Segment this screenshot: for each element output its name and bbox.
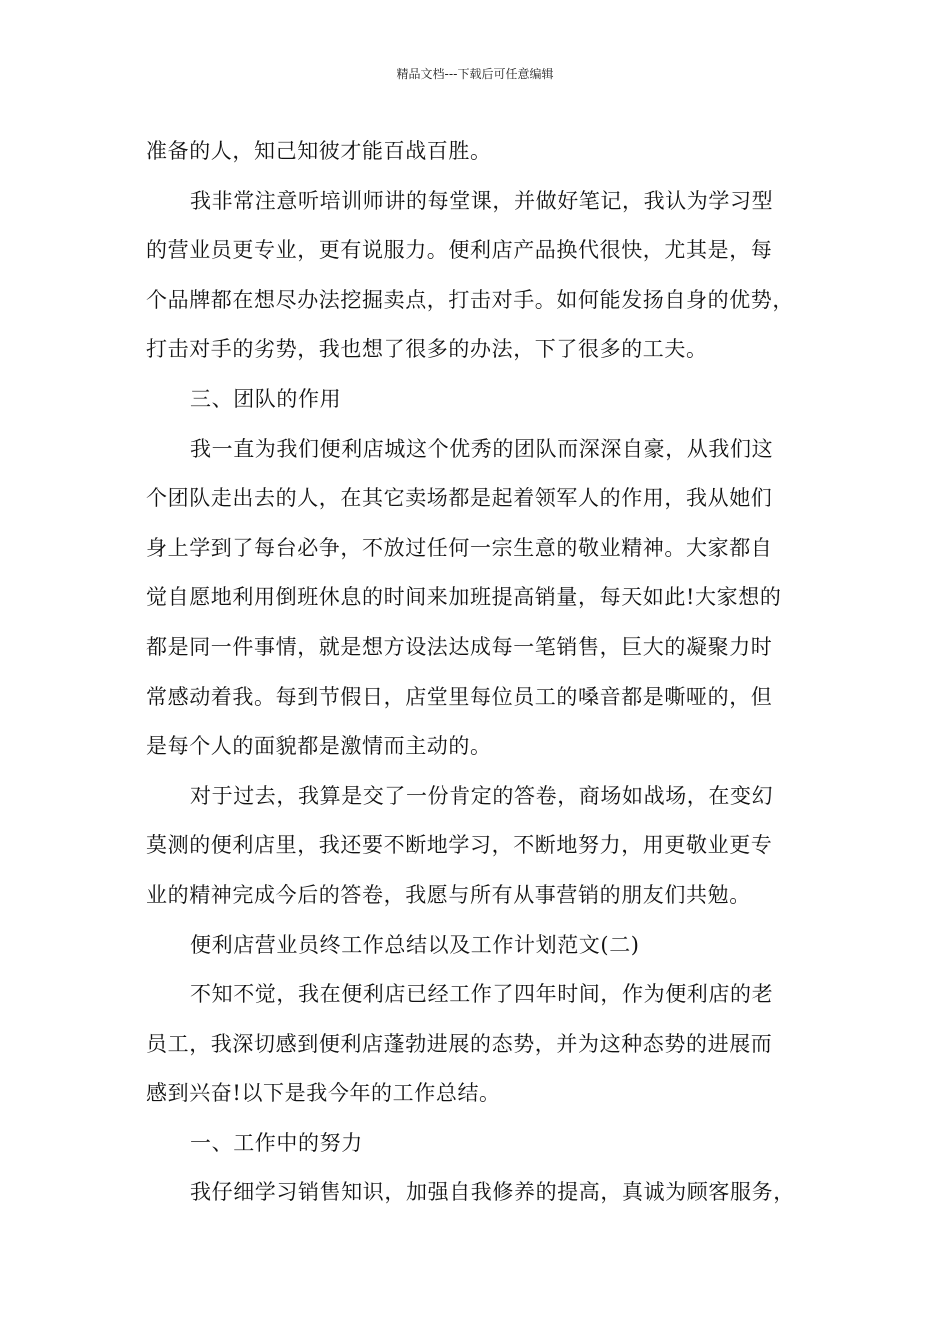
text-line: 个团队走出去的人，在其它卖场都是起着领军人的作用，我从她们 (146, 486, 773, 511)
text-line: 我一直为我们便利店城这个优秀的团队而深深自豪，从我们这 (190, 436, 774, 461)
section-heading: 一、工作中的努力 (190, 1130, 363, 1155)
document-body (146, 127, 836, 1218)
text-line: 不知不觉，我在便利店已经工作了四年时间，作为便利店的老 (190, 982, 774, 1007)
text-line: 我仔细学习销售知识，加强自我修养的提高，真诚为顾客服务， (190, 1180, 795, 1205)
text-line: 常感动着我。每到节假日，店堂里每位员工的嗓音都是嘶哑的，但 (146, 684, 773, 709)
text-line: 打击对手的劣势，我也想了很多的办法，下了很多的工夫。 (146, 337, 708, 362)
text-line: 觉自愿地利用倒班休息的时间来加班提高销量，每天如此!大家想的 (146, 585, 782, 610)
text-line: 我非常注意听培训师讲的每堂课，并做好笔记，我认为学习型 (190, 188, 774, 213)
text-line: 准备的人，知己知彼才能百战百胜。 (146, 139, 492, 163)
text-line: 的营业员更专业，更有说服力。便利店产品换代很快，尤其是，每 (146, 238, 773, 263)
section-heading: 三、团队的作用 (190, 386, 342, 411)
text-line: 都是同一件事情，就是想方设法达成每一笔销售，巨大的凝聚力时 (146, 634, 773, 659)
text-line: 个品牌都在想尽办法挖掘卖点，打击对手。如何能发扬自身的优势， (146, 287, 794, 312)
text-line: 感到兴奋!以下是我今年的工作总结。 (146, 1081, 501, 1106)
text-line: 业的精神完成今后的答卷，我愿与所有从事营销的朋友们共勉。 (146, 882, 751, 907)
text-line: 是每个人的面貌都是激情而主动的。 (146, 734, 492, 759)
text-line: 身上学到了每台必争，不放过任何一宗生意的敬业精神。大家都自 (146, 535, 773, 560)
text-line: 员工，我深切感到便利店蓬勃进展的态势，并为这种态势的进展而 (146, 1031, 773, 1056)
page-header: 精品文档---下载后可任意编辑 (396, 67, 554, 81)
document-subtitle: 便利店营业员终工作总结以及工作计划范文(二) (190, 932, 640, 957)
text-line: 对于过去，我算是交了一份肯定的答卷，商场如战场，在变幻 (190, 783, 774, 808)
text-line: 莫测的便利店里，我还要不断地学习，不断地努力，用更敬业更专 (146, 833, 773, 858)
